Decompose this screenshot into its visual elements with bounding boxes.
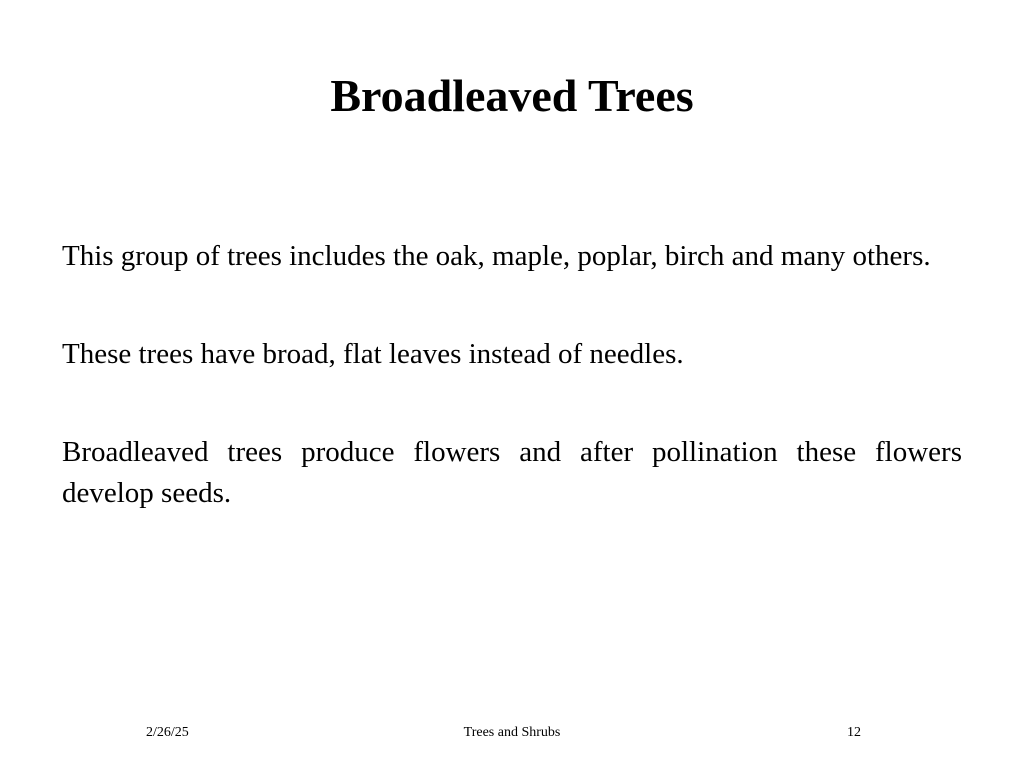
body-paragraph: This group of trees includes the oak, maple, poplar, birch and many others. bbox=[62, 240, 931, 272]
footer-date: 2/26/25 bbox=[146, 725, 189, 740]
slide-title: Broadleaved Trees bbox=[330, 70, 694, 121]
body-paragraph: Broadleaved trees produce flowers and after pollination these flowers develop seeds. bbox=[62, 436, 962, 509]
footer-page-number: 12 bbox=[847, 725, 861, 740]
body-paragraph: These trees have broad, flat leaves instead of needles. bbox=[62, 338, 684, 370]
footer-title: Trees and Shrubs bbox=[463, 725, 561, 740]
slide-body bbox=[62, 236, 962, 571]
